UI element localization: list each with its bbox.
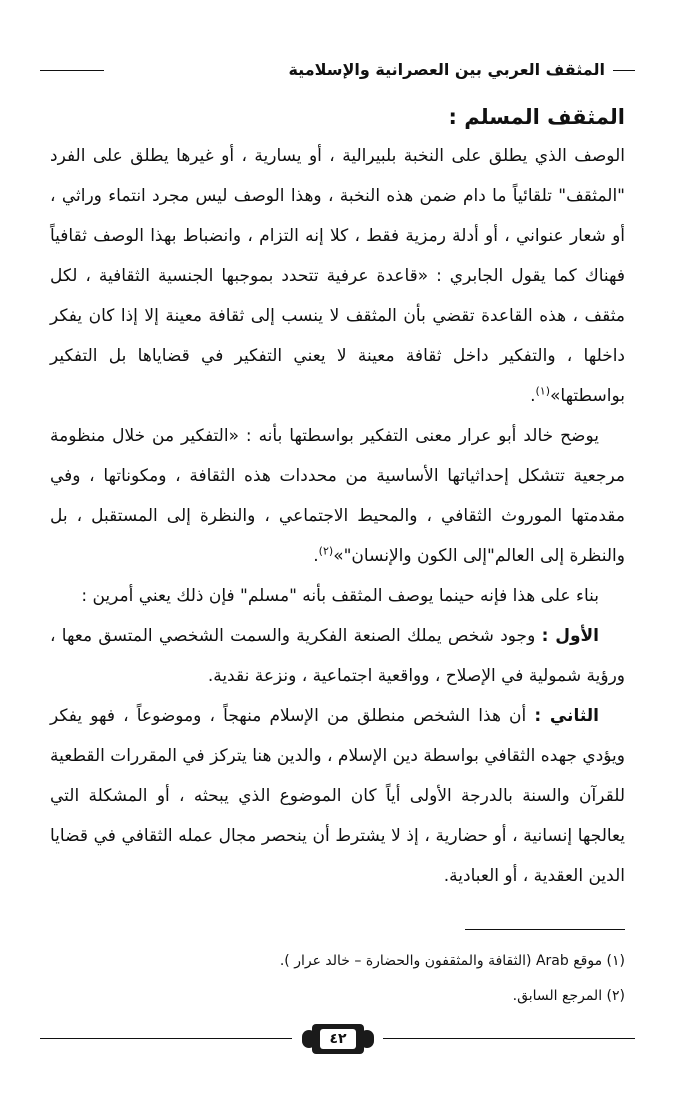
second-point-text: أن هذا الشخص منطلق من الإسلام منهجاً ، وموضوعاً ، فهو يفكر ويؤدي جهده الثقافي بواسطة دين الإسلام ، والدين هنا يتركز في المقررات القطعية للقرآن والسنة بالدرجة الأولى أياً كان الموضوع الذي يبحثه ، أو المشكلة التي يعالجها إنسانية ، أو حضارية ، إذ لا يشترط أن ينحصر مجال عمله الثقافي في قضايا الدين العقدية ، أو العبادية. (50, 706, 625, 886)
paragraph-first-point (50, 616, 625, 696)
footer-rule-left (40, 1038, 292, 1039)
header-rule-left (40, 70, 104, 71)
header-rule-right (613, 70, 635, 71)
page-number-badge (298, 1022, 378, 1056)
footnote-1: (١) موقع Arab (الثقافة والمثقفون والحضارة – خالد عرار ). (279, 953, 625, 969)
paragraph-3: بناء على هذا فإنه حينما يوصف المثقف بأنه "مسلم" فإن ذلك يعني أمرين : (81, 586, 599, 606)
footnote-ref-1: (١) (535, 384, 551, 398)
paragraph-2-end: . (313, 546, 319, 566)
footnote-divider (465, 929, 625, 930)
running-header-title: المثقف العربي بين العصرانية والإسلامية (288, 60, 605, 79)
first-point-text: وجود شخص يملك الصنعة الفكرية والسمت الشخصي المتسق معها ، ورؤية شمولية في الإصلاح ، وواقعية اجتماعية ، ونزعة نقدية. (50, 626, 625, 686)
page-number: ٤٢ (320, 1029, 356, 1049)
footnote-2: (٢) المرجع السابق. (512, 988, 625, 1004)
paragraph-2-text: يوضح خالد أبو عرار معنى التفكير بواسطتها بأنه : «التفكير من خلال منظومة مرجعية تتشكل إحداثياتها الأساسية من محددات هذه الثقافة ، ومكوناتها ، وفي مقدمتها الموروث الثقافي ، والمحيط الاجتماعي ، والنظرة إلى المستقبل ، بل والنظرة إلى العالم"إلى الكون والإنسان"» (50, 426, 625, 566)
paragraph-second-point (50, 696, 625, 896)
paragraph-1-text: الوصف الذي يطلق على النخبة بلبيرالية ، أو يسارية ، أو غيرها يطلق على الفرد "المثقف" تلقائياً ما دام ضمن هذه النخبة ، وهذا الوصف ليس مجرد انتماء وراثي ، أو شعار عنواني ، أو أدلة رمزية فقط ، كلا إنه التزام ، وانضباط بهذا الوصف ثقافياً فهناك كما يقول الجابري : «قاعدة عرفية تتحدد بموجبها الجنسية الثقافية ، لكل مثقف ، هذه القاعدة تقضي بأن المثقف لا ينسب إلى ثقافة معينة إلا إذا كان يفكر داخلها ، والتفكير داخل ثقافة معينة لا يعني التفكير في قضاياها بل التفكير بواسطتها» (50, 146, 625, 406)
second-point-label: الثاني : (534, 706, 599, 726)
section-title: المثقف المسلم : (448, 105, 625, 129)
paragraph-1-end: . (530, 386, 536, 406)
paragraph-1 (50, 136, 625, 416)
first-point-label: الأول : (541, 626, 599, 646)
running-header (40, 58, 635, 82)
footnotes (50, 944, 625, 1014)
footer-rule-right (383, 1038, 635, 1039)
page-body (50, 98, 625, 896)
page-footer-ornament (40, 1022, 635, 1056)
footnote-ref-2: (٢) (318, 544, 334, 558)
paragraph-2 (50, 416, 625, 576)
